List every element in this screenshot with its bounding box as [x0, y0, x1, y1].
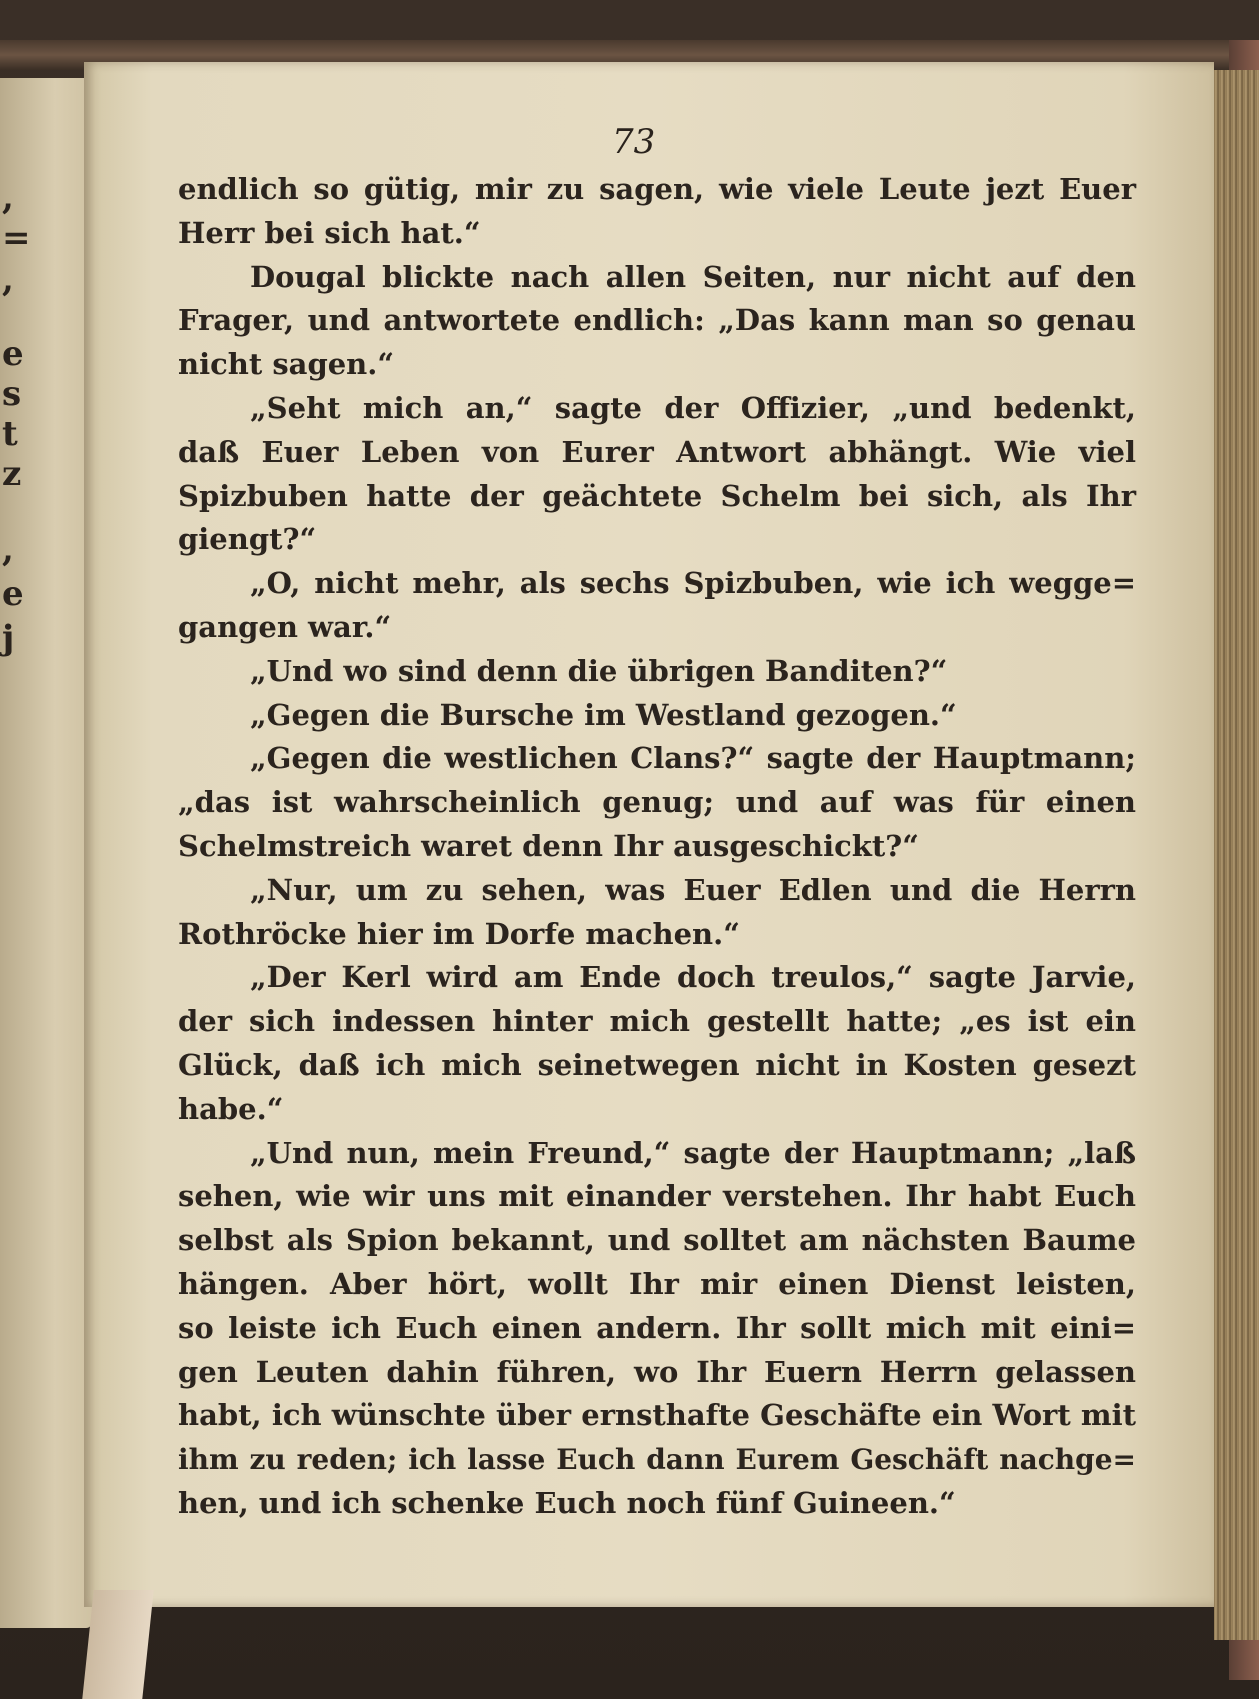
text-line: „Und nun, mein Freund,“ sagte der Hauptmann; „laß	[250, 1135, 1136, 1170]
page-number: 73	[612, 122, 656, 162]
left-page-fragment: ,	[2, 178, 14, 218]
text-line: gen Leuten dahin führen, wo Ihr Euern Herrn gelassen	[178, 1354, 1136, 1389]
left-page-fragment: t	[2, 414, 18, 454]
text-line: „Gegen die westlichen Clans?“ sagte der Hauptmann;	[250, 741, 1136, 776]
text-line: hängen. Aber hört, wollt Ihr mir einen Dienst leisten,	[178, 1266, 1136, 1301]
text-line: Glück, daß ich mich seinetwegen nicht in Kosten gesezt	[178, 1047, 1136, 1082]
text-line: sehen, wie wir uns mit einander verstehen. Ihr habt Euch	[178, 1179, 1136, 1214]
text-line: daß Euer Leben von Eurer Antwort abhängt. Wie viel	[178, 434, 1136, 469]
text-line: so leiste ich Euch einen andern. Ihr sollt mich mit eini=	[178, 1310, 1136, 1345]
text-line: ihm zu reden; ich lasse Euch dann Eurem Geschäft nachge=	[178, 1443, 1136, 1477]
text-line: „Und wo sind denn die übrigen Banditen?“	[250, 653, 948, 688]
text-line: habe.“	[178, 1091, 284, 1126]
left-page-fragment: e	[2, 574, 24, 614]
left-page-fragment: ,	[2, 260, 14, 300]
bookmark-ribbon	[82, 1590, 153, 1699]
text-line: „das ist wahrscheinlich genug; und auf was für einen	[178, 785, 1136, 820]
text-line: selbst als Spion bekannt, und solltet am nächsten Baume	[178, 1223, 1136, 1258]
text-line: hen, und ich schenke Euch noch fünf Guineen.“	[178, 1485, 956, 1520]
text-line: „Gegen die Bursche im Westland gezogen.“	[250, 697, 957, 732]
left-page-fragment: s	[2, 374, 22, 414]
body-text	[178, 168, 1136, 1526]
text-line: Herr bei sich hat.“	[178, 215, 481, 250]
text-line: Spizbuben hatte der geächtete Schelm bei sich, als Ihr	[178, 478, 1136, 513]
text-line: der sich indessen hinter mich gestellt hatte; „es ist ein	[178, 1004, 1136, 1039]
left-page-fragment: e	[2, 334, 24, 374]
text-line: Rothröcke hier im Dorfe machen.“	[178, 916, 740, 951]
text-line: „Nur, um zu sehen, was Euer Edlen und die Herrn	[250, 872, 1136, 907]
left-page-fragment: ,	[2, 530, 14, 570]
text-line: Dougal blickte nach allen Seiten, nur nicht auf den	[250, 259, 1136, 294]
left-page-fragment: j	[2, 618, 15, 658]
text-line: habt, ich wünschte über ernsthafte Geschäfte ein Wort mit	[178, 1398, 1136, 1433]
left-page-edge	[0, 78, 92, 1628]
text-line: nicht sagen.“	[178, 347, 395, 382]
text-line: „O, nicht mehr, als sechs Spizbuben, wie ich wegge=	[250, 566, 1136, 601]
page-edges	[1214, 70, 1259, 1640]
text-line: endlich so gütig, mir zu sagen, wie viele Leute jezt Euer	[178, 172, 1136, 206]
text-line: gangen war.“	[178, 609, 392, 644]
text-line: „Seht mich an,“ sagte der Offizier, „und bedenkt,	[250, 390, 1136, 425]
text-line: giengt?“	[178, 522, 317, 557]
text-line: „Der Kerl wird am Ende doch treulos,“ sagte Jarvie,	[250, 960, 1136, 995]
left-page-fragment: =	[2, 218, 31, 258]
text-line: Schelmstreich waret denn Ihr ausgeschickt?“	[178, 828, 919, 863]
text-line: Frager, und antwortete endlich: „Das kann man so genau	[178, 303, 1136, 338]
left-page-fragment: z	[2, 454, 22, 494]
